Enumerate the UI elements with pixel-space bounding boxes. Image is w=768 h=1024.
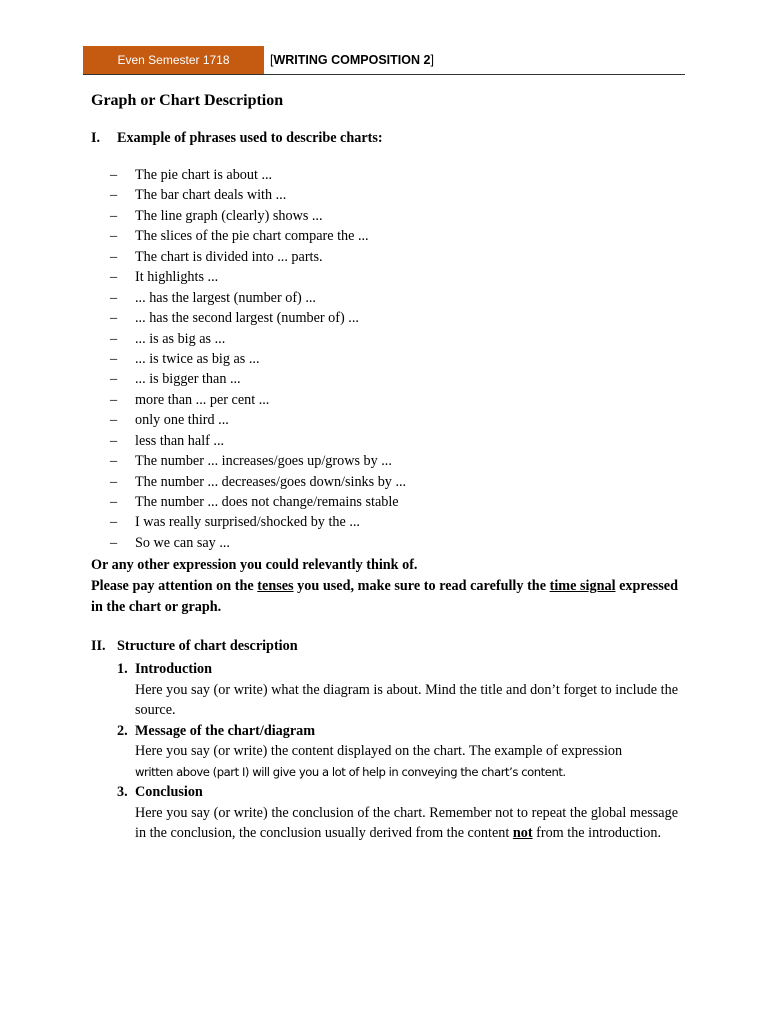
bracket-close: ] bbox=[430, 53, 434, 67]
phrase-item bbox=[110, 492, 406, 512]
item-body-before: Here you say (or write) the conclusion of the chart. Remember not to repeat the global message in the conclusion, the conclusion usually derived from the content bbox=[135, 804, 678, 841]
phrase-item bbox=[110, 472, 406, 492]
phrase-text: It highlights ... bbox=[135, 269, 219, 286]
item-title: Conclusion bbox=[135, 784, 203, 800]
time-signal-term: time signal bbox=[549, 578, 616, 594]
emphasis-not: not bbox=[512, 825, 533, 841]
phrase-item bbox=[110, 533, 406, 553]
item-body bbox=[135, 803, 678, 844]
phrase-text: The bar chart deals with ... bbox=[135, 187, 287, 204]
phrase-text: I was really surprised/shocked by the ... bbox=[135, 514, 360, 531]
phrase-item bbox=[110, 369, 406, 389]
dash-bullet: – bbox=[110, 269, 118, 286]
phrase-item bbox=[110, 329, 406, 349]
phrase-item bbox=[110, 185, 406, 205]
phrase-text: The pie chart is about ... bbox=[135, 167, 273, 183]
dash-bullet: – bbox=[110, 432, 118, 449]
phrase-item bbox=[110, 512, 406, 532]
header-divider bbox=[83, 74, 685, 75]
phrase-text: more than ... per cent ... bbox=[135, 391, 270, 408]
phrase-list bbox=[110, 165, 406, 553]
phrase-item bbox=[110, 451, 406, 471]
document-title: Graph or Chart Description bbox=[91, 92, 284, 109]
dash-bullet: – bbox=[110, 350, 118, 367]
phrase-text: The number ... decreases/goes down/sinks by ... bbox=[135, 473, 407, 490]
item-body-line-2: written above (part I) will give you a lot of help in conveying the chart’s content. bbox=[135, 764, 566, 779]
dash-bullet: – bbox=[110, 371, 118, 388]
section-1-number: I. bbox=[91, 130, 101, 146]
item-body-after: from the introduction. bbox=[532, 825, 662, 841]
semester-tag: Even Semester 1718 bbox=[83, 46, 264, 75]
dash-bullet: – bbox=[110, 330, 118, 347]
attention-part-1: Please pay attention on the bbox=[91, 578, 258, 594]
dash-bullet: – bbox=[110, 310, 118, 327]
section-2-title: Structure of chart description bbox=[117, 638, 298, 654]
dash-bullet: – bbox=[110, 167, 118, 183]
item-body bbox=[135, 741, 678, 782]
phrase-text: ... is twice as big as ... bbox=[135, 350, 260, 367]
phrase-item bbox=[110, 431, 406, 451]
phrase-text: The chart is divided into ... parts. bbox=[135, 248, 323, 265]
phrase-text: ... is as big as ... bbox=[135, 330, 226, 347]
phrase-text: ... has the largest (number of) ... bbox=[135, 289, 316, 306]
item-title: Message of the chart/diagram bbox=[135, 722, 316, 739]
other-expression-note: Or any other expression you could relevantly think of. bbox=[91, 557, 418, 573]
phrase-text: less than half ... bbox=[135, 432, 225, 449]
dash-bullet: – bbox=[110, 187, 118, 204]
bracket-open: [ bbox=[270, 53, 274, 67]
section-1-title: Example of phrases used to describe charts: bbox=[117, 130, 383, 146]
item-body: Here you say (or write) what the diagram is about. Mind the title and don’t forget to include the source. bbox=[135, 681, 678, 718]
course-title-text: WRITING COMPOSITION 2 bbox=[273, 53, 431, 67]
dash-bullet: – bbox=[110, 228, 118, 245]
phrase-text: The slices of the pie chart compare the ... bbox=[135, 228, 369, 245]
item-number: 1. bbox=[117, 661, 128, 677]
dash-bullet: – bbox=[110, 289, 118, 306]
phrase-item bbox=[110, 308, 406, 328]
section-2-number: II. bbox=[91, 638, 106, 654]
attention-part-2: you used, make sure to read carefully the bbox=[293, 578, 550, 594]
structure-item-message bbox=[117, 721, 678, 783]
structure-list bbox=[117, 659, 678, 844]
phrase-text: ... is bigger than ... bbox=[135, 371, 241, 388]
tenses-term: tenses bbox=[257, 578, 294, 594]
page-header bbox=[83, 46, 685, 75]
phrase-text: ... has the second largest (number of) ... bbox=[135, 310, 359, 327]
phrase-item bbox=[110, 410, 406, 430]
phrase-item bbox=[110, 165, 406, 185]
item-title: Introduction bbox=[135, 661, 212, 677]
phrase-text: only one third ... bbox=[135, 412, 229, 429]
phrase-text: So we can say ... bbox=[135, 534, 230, 551]
phrase-text: The line graph (clearly) shows ... bbox=[135, 207, 323, 224]
dash-bullet: – bbox=[110, 391, 118, 408]
item-number: 3. bbox=[117, 784, 128, 800]
dash-bullet: – bbox=[110, 412, 118, 429]
phrase-item bbox=[110, 349, 406, 369]
phrase-item bbox=[110, 390, 406, 410]
dash-bullet: – bbox=[110, 453, 118, 470]
attention-note bbox=[91, 576, 678, 617]
phrase-item bbox=[110, 206, 406, 226]
dash-bullet: – bbox=[110, 248, 118, 265]
item-number: 2. bbox=[117, 722, 128, 739]
dash-bullet: – bbox=[110, 473, 118, 490]
attention-part-3: expressed in the chart or graph. bbox=[91, 578, 678, 615]
structure-item-introduction bbox=[117, 659, 678, 721]
phrase-text: The number ... does not change/remains stable bbox=[135, 494, 399, 510]
section-2-heading bbox=[91, 638, 298, 655]
phrase-text: The number ... increases/goes up/grows by ... bbox=[135, 453, 392, 470]
item-body-line-1: Here you say (or write) the content displayed on the chart. The example of expression bbox=[135, 743, 623, 759]
phrase-item bbox=[110, 288, 406, 308]
course-title bbox=[270, 46, 434, 75]
dash-bullet: – bbox=[110, 514, 118, 531]
structure-item-conclusion bbox=[117, 782, 678, 844]
dash-bullet: – bbox=[110, 207, 118, 224]
dash-bullet: – bbox=[110, 494, 118, 510]
phrase-item bbox=[110, 247, 406, 267]
dash-bullet: – bbox=[110, 534, 118, 551]
phrase-item bbox=[110, 267, 406, 287]
section-1-heading bbox=[91, 130, 383, 147]
phrase-item bbox=[110, 226, 406, 246]
